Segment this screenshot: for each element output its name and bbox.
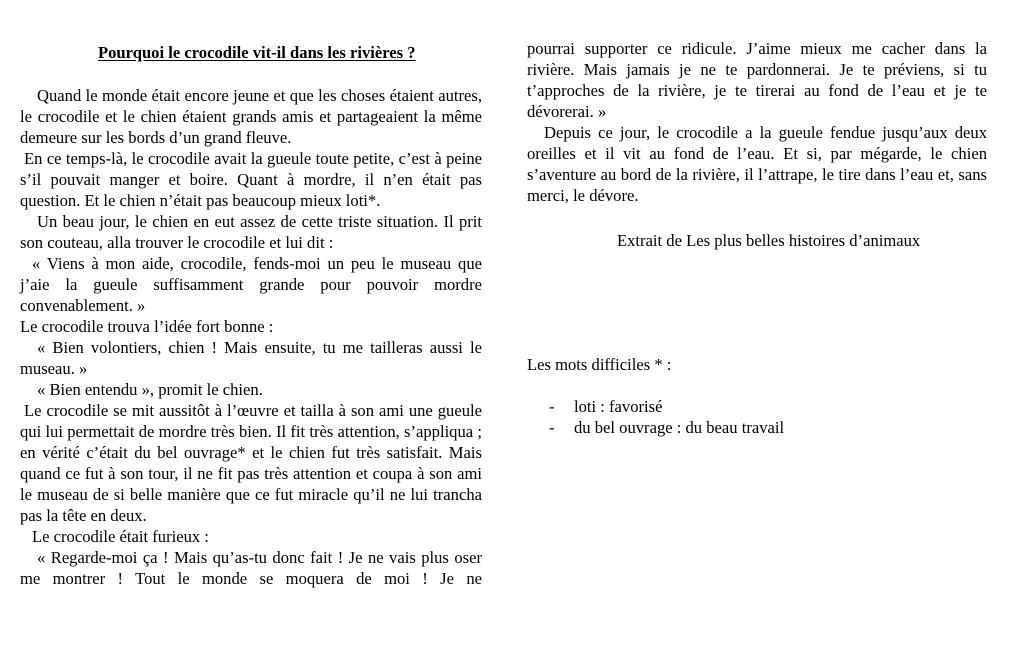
story-paragraph: « Bien entendu », promit le chien. [37, 380, 263, 399]
story-paragraph: Le crocodile se mit aussitôt à l’œuvre et tailla à son ami une gueule qui lui permettait de mordre très bien. Il fit très attention, s’appliqua ; en vérité c’était du bel ouvrage* et le chien fut très satisfait. Mais quand ce fut à son tour, il ne fit pas très attention et coupa à son ami le museau de si belle manière que ce fut miracle qu’il ne lui trancha pas la tête en deux. [20, 401, 482, 525]
story-paragraph: Quand le monde était encore jeune et que les choses étaient autres, le crocodile et le chien étaient grands amis et partageaient la même demeure sur les bords d’un grand fleuve. [20, 86, 482, 147]
story-paragraph: Depuis ce jour, le crocodile a la gueule fendue jusqu’aux deux oreilles et il vit au fond de l’eau. Et si, par mégarde, le chien s’aventure au bord de la rivière, il l’attrape, le tire dans l’eau et, sans merci, le dévore. [527, 123, 987, 205]
story-title: Pourquoi le crocodile vit-il dans les rivières ? [98, 43, 416, 62]
story-paragraph: En ce temps-là, le crocodile avait la gueule toute petite, c’est à peine s’il pouvait manger et boire. Quant à mordre, il n’en était pas question. Et le chien n’était pas beaucoup mieux loti*. [20, 149, 482, 210]
story-paragraph: « Bien volontiers, chien ! Mais ensuite, tu me tailleras aussi le museau. » [20, 338, 482, 378]
story-paragraph: « Viens à mon aide, crocodile, fends-moi un peu le museau que j’aie la gueule suffisamment grande pour pouvoir mordre convenablement. » [20, 254, 482, 315]
story-paragraph: « Regarde-moi ça ! Mais qu’as-tu donc fait ! Je ne vais plus oser me montrer ! Tout le monde se moquera de moi ! Je ne [20, 548, 482, 588]
story-paragraph: Un beau jour, le chien en eut assez de cette triste situation. Il prit son couteau, alla trouver le crocodile et lui dit : [20, 212, 482, 252]
story-paragraph: Le crocodile était furieux : [32, 527, 209, 546]
source-citation: Extrait de Les plus belles histoires d’animaux [617, 231, 921, 250]
story-text-right [527, 38, 987, 206]
vocabulary-heading: Les mots difficiles * : [527, 355, 672, 374]
vocabulary-list [549, 396, 784, 438]
story-text-left [20, 85, 482, 589]
vocabulary-item: - du bel ouvrage : du beau travail [549, 417, 784, 438]
story-paragraph: pourrai supporter ce ridicule. J’aime mieux me cacher dans la rivière. Mais jamais je ne te pardonnerai. Je te préviens, si tu t’approches de la rivière, je te tirerai au fond de l’eau et je te dévorerai. » [527, 39, 987, 121]
story-paragraph: Le crocodile trouva l’idée fort bonne : [20, 317, 274, 336]
vocabulary-item: - loti : favorisé [549, 396, 784, 417]
